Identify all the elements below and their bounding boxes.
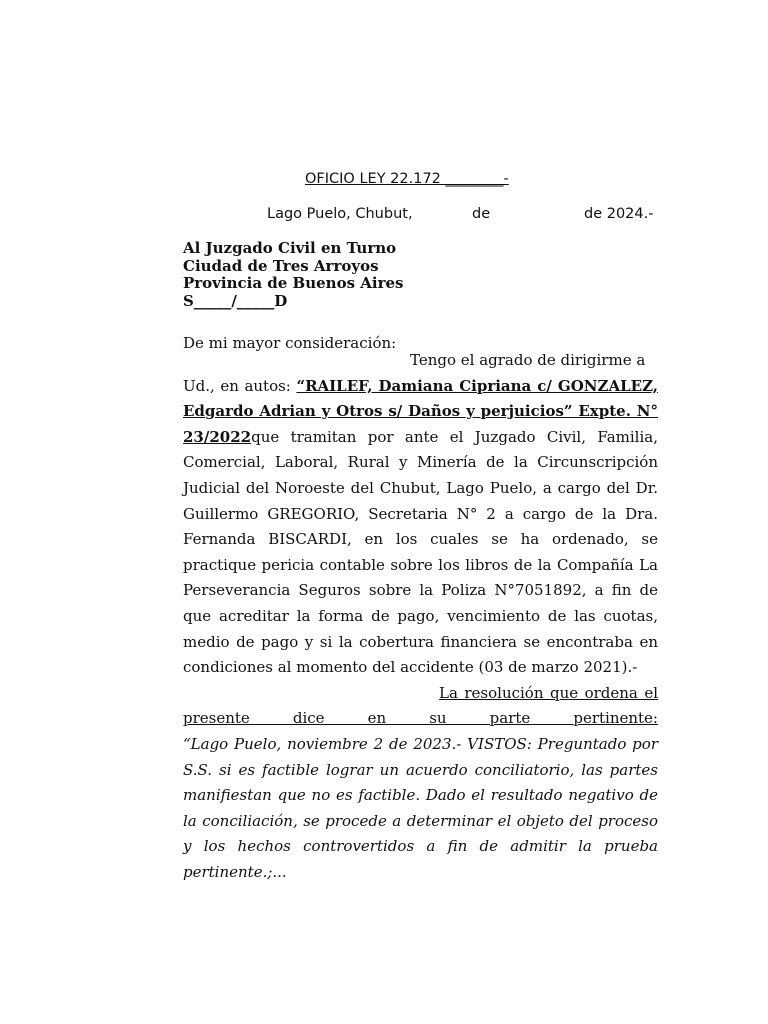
addressee-block: [183, 240, 403, 310]
paragraph1-lead: Tengo el agrado de dirigirme a: [410, 351, 646, 369]
greeting: De mi mayor consideración:: [183, 334, 397, 352]
paragraph2-lead: La resolución que ordena el presente dice en su parte pertinente:: [183, 683, 658, 728]
document-title: OFICIO LEY 22.172 ________-: [305, 171, 509, 187]
paragraph2-lead-line: [183, 681, 658, 732]
paragraph1-body: que tramitan por ante el Juzgado Civil, Familia, Comercial, Laboral, Rural y Minería de la Circunscripción Judicial del Noroeste del Chubut, Lago Puelo, a cargo del Dr. Guillermo GREGORIO, Secretaria N° 2 a cargo de la Dra. Fernanda BISCARDI, en los cuales se ha ordenado, se practique pericia contable sobre los libros de la Compañía La Perseverancia Seguros sobre la Poliza N°7051892, a fin de que acreditar la forma de pago, vencimiento de las cuotas, medio de pago y si la cobertura financiera se encontraba en condiciones al momento del accidente (03 de marzo 2021).-: [183, 427, 658, 677]
addressee-line-city: Ciudad de Tres Arroyos: [183, 256, 379, 275]
resolution-quote: “Lago Puelo, noviembre 2 de 2023.- VISTOS: Preguntado por S.S. si es factible lograr un acuerdo conciliatorio, las partes manifiestan que no es factible. Dado el resultado negativo de la conciliación, se procede a determinar el objeto del proceso y los hechos controvertidos a fin de admitir la prueba pertinente.;...: [183, 734, 658, 881]
date-month-de: de: [472, 206, 491, 222]
letter-body: [183, 348, 658, 885]
paragraph1: [183, 374, 658, 681]
paragraph2: [183, 732, 658, 886]
date-city: Lago Puelo, Chubut,: [267, 206, 413, 222]
addressee-line-sd: S_____/_____D: [183, 291, 288, 310]
date-year: de 2024.-: [584, 206, 654, 222]
paragraph1-intro: Ud., en autos:: [183, 376, 297, 395]
addressee-line-province: Provincia de Buenos Aires: [183, 274, 404, 292]
addressee-line-court: Al Juzgado Civil en Turno: [183, 239, 397, 257]
case-title: “RAILEF, Damiana Cipriana c/ GONZALEZ, Edgardo Adrian y Otros s/ Daños y perjuicios” Expte. N° 23/2022: [183, 376, 658, 446]
